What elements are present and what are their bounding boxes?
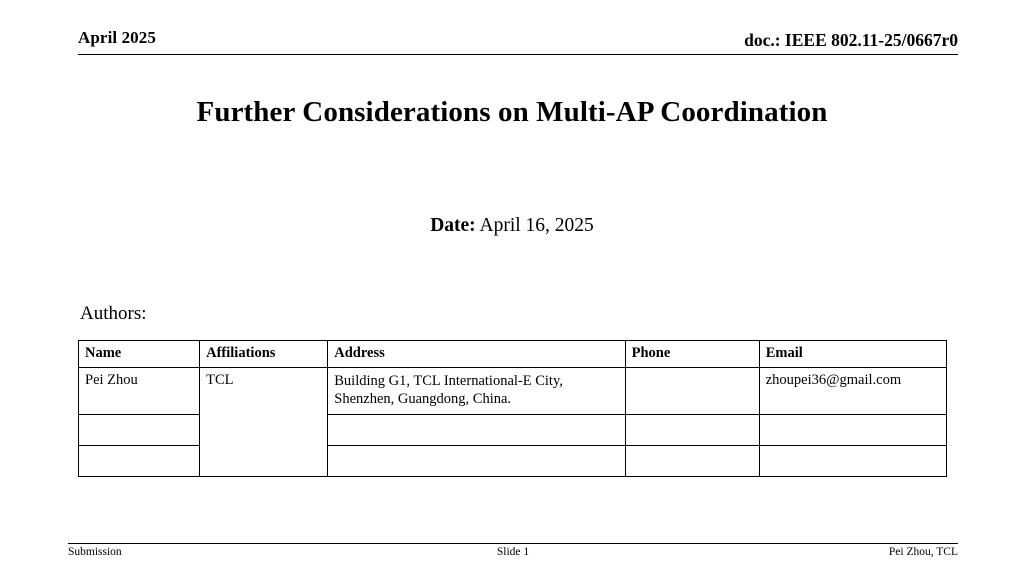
- date-line: [0, 215, 1024, 237]
- address-line-1: Building G1, TCL International-E City,: [334, 373, 563, 389]
- authors-label: Authors:: [80, 303, 147, 324]
- cell-email: [759, 446, 946, 477]
- footer-divider: [68, 543, 958, 544]
- date-value: April 16, 2025: [479, 215, 594, 236]
- cell-name: [79, 415, 200, 446]
- address-line-2: Shenzhen, Guangdong, China.: [334, 391, 512, 408]
- footer-submission: Submission: [68, 546, 122, 558]
- authors-table: [78, 340, 947, 477]
- cell-address: [328, 446, 625, 477]
- cell-email: [759, 415, 946, 446]
- cell-email: zhoupei36@gmail.com: [759, 368, 946, 415]
- cell-phone: [625, 368, 759, 415]
- column-header-email: Email: [759, 341, 946, 368]
- slide-footer: [68, 546, 958, 564]
- header-divider: [78, 54, 958, 55]
- cell-phone: [625, 446, 759, 477]
- cell-address: [328, 415, 625, 446]
- column-header-affiliations: Affiliations: [200, 341, 328, 368]
- cell-affiliation: TCL: [200, 368, 328, 477]
- cell-phone: [625, 415, 759, 446]
- date-label: Date:: [430, 215, 476, 236]
- header-date: April 2025: [78, 28, 156, 47]
- cell-address: [328, 368, 625, 415]
- footer-author: Pei Zhou, TCL: [888, 546, 958, 558]
- cell-name: [79, 446, 200, 477]
- slide-header: [78, 28, 958, 54]
- header-doc-number: doc.: IEEE 802.11-25/0667r0: [744, 30, 958, 50]
- table-row: [79, 368, 947, 415]
- column-header-name: Name: [79, 341, 200, 368]
- column-header-phone: Phone: [625, 341, 759, 368]
- table-header-row: [79, 341, 947, 368]
- column-header-address: Address: [328, 341, 625, 368]
- page-title: Further Considerations on Multi-AP Coordination: [196, 96, 828, 128]
- cell-name: Pei Zhou: [79, 368, 200, 415]
- footer-slide-number: Slide 1: [496, 546, 530, 558]
